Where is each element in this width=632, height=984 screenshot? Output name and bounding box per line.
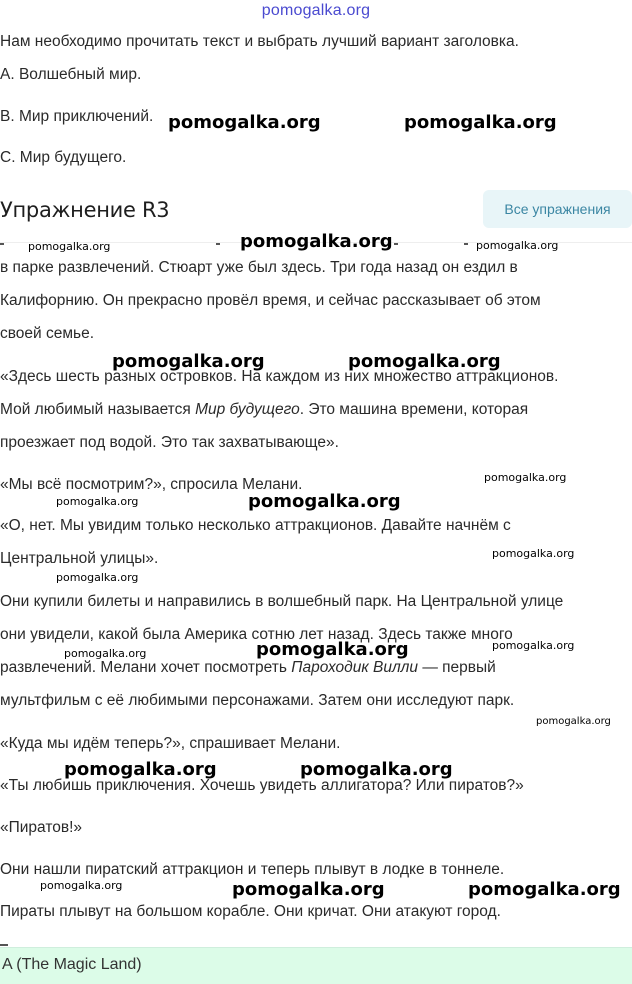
watermark: pomogalka.org (300, 759, 453, 780)
text-line: «Мы всё посмотрим?», спросила Мелани. (0, 476, 303, 493)
text-line: своей семье. (0, 325, 95, 342)
watermark: pomogalka.org (404, 112, 557, 133)
watermark: pomogalka.org (232, 879, 385, 900)
exercise-header (0, 190, 632, 236)
text-line (0, 400, 528, 420)
watermark: pomogalka.org (240, 231, 393, 252)
watermark: pomogalka.org (28, 240, 111, 253)
watermark: pomogalka.org (484, 471, 567, 484)
text-line: Центральной улицы». (0, 550, 159, 567)
option-c: C. Мир будущего. (0, 149, 127, 166)
text-line: Они купили билеты и направились в волшебный парк. На Центральной улице (0, 593, 564, 610)
text-segment: Мой любимый называется (0, 401, 196, 418)
text-line: «О, нет. Мы увидим только несколько аттракционов. Давайте начнём с (0, 517, 511, 534)
text-line: Пираты плывут на большом корабле. Они кричат. Они атакуют город. (0, 903, 501, 920)
watermark: pomogalka.org (476, 239, 559, 252)
text-line: «Куда мы идём теперь?», спрашивает Мелани. (0, 735, 341, 752)
text-segment: развлечений. Мелани хочет посмотреть (0, 659, 292, 676)
option-b: B. Мир приключений. (0, 108, 154, 125)
answer-label: A (The Magic Land) (2, 956, 142, 973)
question-prompt: Нам необходимо прочитать текст и выбрать лучший вариант заголовка. (0, 33, 519, 50)
option-a: A. Волшебный мир. (0, 66, 142, 83)
watermark: pomogalka.org (64, 647, 147, 660)
watermark: pomogalka.org (40, 879, 123, 892)
watermark: pomogalka.org (168, 112, 321, 133)
text-italic: Мир будущего (195, 401, 300, 418)
all-exercises-button[interactable]: Все упражнения (483, 190, 632, 228)
tick-mark (394, 243, 398, 245)
watermark: pomogalka.org (536, 716, 611, 727)
tick-mark (0, 944, 8, 946)
text-italic: Пароходик Вилли (291, 659, 419, 676)
watermark: pomogalka.org (56, 495, 139, 508)
watermark: pomogalka.org (256, 639, 409, 660)
tick-mark (216, 243, 220, 245)
text-line: проезжает под водой. Это так захватывающе». (0, 434, 339, 451)
text-line (0, 658, 496, 678)
answer-bar (0, 947, 632, 984)
watermark: pomogalka.org (64, 759, 217, 780)
text-line: «Ты любишь приключения. Хочешь увидеть аллигатора? Или пиратов?» (0, 777, 524, 794)
text-line: они увидели, какой была Америка сотню лет назад. Здесь также много (0, 626, 513, 643)
text-line: «Пиратов!» (0, 819, 83, 836)
text-line: «Здесь шесть разных островков. На каждом из них множество аттракционов. (0, 368, 559, 385)
watermark: pomogalka.org (492, 547, 575, 560)
watermark: pomogalka.org (492, 639, 575, 652)
watermark: pomogalka.org (348, 351, 501, 372)
text-segment: . Это машина времени, которая (299, 401, 529, 418)
site-header-link[interactable]: pomogalka.org (261, 2, 371, 19)
watermark: pomogalka.org (248, 491, 401, 512)
tick-mark (464, 243, 468, 245)
text-line: в парке развлечений. Стюарт уже был здесь. Три года назад он ездил в (0, 259, 518, 276)
watermark: pomogalka.org (468, 879, 621, 900)
text-line: Они нашли пиратский аттракцион и теперь плывут в лодке в тоннеле. (0, 861, 505, 878)
tick-mark (0, 243, 4, 245)
watermark: pomogalka.org (56, 571, 139, 584)
text-line: мультфильм с её любимыми персонажами. Затем они исследуют парк. (0, 692, 515, 709)
text-line: Калифорнию. Он прекрасно провёл время, и сейчас рассказывает об этом (0, 292, 541, 309)
text-segment: — первый (418, 659, 496, 676)
exercise-title: Упражнение R3 (0, 198, 170, 222)
watermark: pomogalka.org (112, 351, 265, 372)
